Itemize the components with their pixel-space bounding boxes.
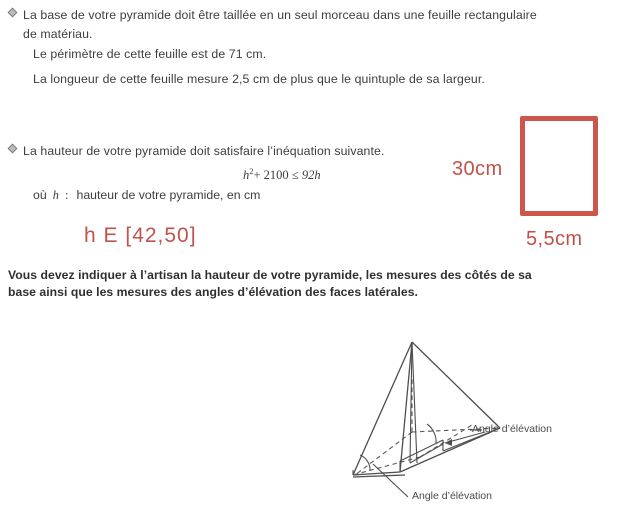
pyramid-svg: [300, 320, 617, 510]
where-definition: hauteur de votre pyramide, en cm: [76, 188, 261, 202]
inequality-expression: [243, 166, 321, 183]
pyramid-diagram: [300, 320, 617, 510]
angle-label-lower: Angle d’élévation: [412, 490, 492, 502]
bullet-1-line-2: de matériau.: [23, 27, 93, 41]
handwritten-rectangle-annotation: [520, 116, 598, 216]
diamond-bullet-icon: [6, 6, 23, 24]
handwritten-interval-annotation: h E [42,50]: [84, 224, 197, 247]
inequality-exponent: 2: [249, 166, 254, 176]
bold-instruction-line-2: base ainsi que les mesures des angles d’élévation des faces latérales.: [8, 285, 418, 299]
bold-instruction-line-1: Vous devez indiquer à l’artisan la hauteur de votre pyramide, les mesures des côtés de sa: [8, 268, 532, 282]
bullet-1-line-1: La base de votre pyramide doit être taillée en un seul morceau dans une feuille rectangulaire: [23, 8, 537, 22]
where-colon: :: [65, 188, 69, 202]
bold-instruction: [8, 267, 608, 301]
leader-line-lower: [373, 464, 408, 497]
bullet-item-1-text: [23, 6, 537, 44]
length-line: La longueur de cette feuille mesure 2,5 cm de plus que le quintuple de sa largeur.: [33, 72, 485, 86]
inequality-right-term: 92h: [301, 168, 321, 183]
where-line: [33, 188, 260, 203]
inequality-plus-term: + 2100: [253, 168, 289, 183]
angle-label-upper: Angle d’élévation: [472, 423, 552, 435]
bullet-item-2: [6, 142, 476, 161]
inequality-relation: ≤: [291, 168, 299, 183]
pyramid-base-slab: [353, 342, 500, 475]
rectangle-height-label: 30cm: [452, 158, 503, 180]
angle-arc-upper: [427, 424, 436, 444]
rectangle-width-label: 5,5cm: [526, 228, 583, 250]
bullet-item-1: [6, 6, 606, 44]
pyramid-visible-edges: [353, 342, 500, 477]
inequality-variable: h: [243, 168, 250, 183]
where-prefix: où: [33, 188, 47, 202]
where-variable: h: [52, 188, 59, 202]
perimeter-line: Le périmètre de cette feuille est de 71 cm.: [33, 47, 267, 61]
bullet-item-2-text: La hauteur de votre pyramide doit satisfaire l’inéquation suivante.: [23, 144, 385, 158]
diamond-bullet-icon-2: [6, 142, 23, 160]
